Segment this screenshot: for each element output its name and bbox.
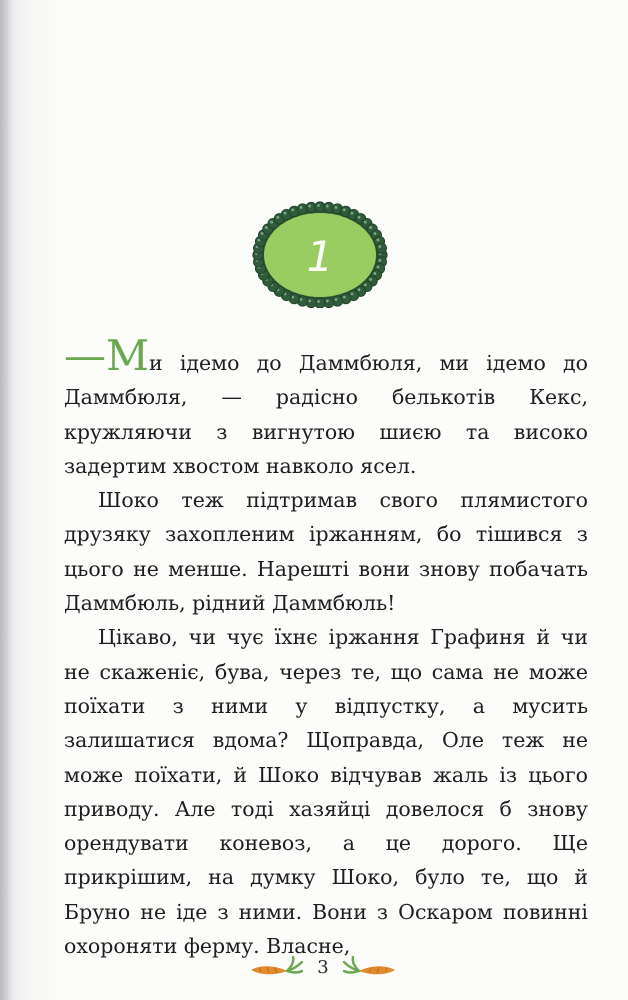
paragraph-2: Шоко теж підтримав свого плямистого друзяку захопленим іржанням, бо тішився з цього не менше. Нарешті вони знову побачать Даммбюль, рідний Даммбюль! [64,488,588,616]
paragraph-1 [64,331,588,483]
page-number: 3 [317,956,329,978]
dropcap-letter: М [106,331,150,380]
carrot-ornament-icon [247,954,305,980]
chapter-number: 1 [306,231,334,281]
paragraph-3: Цікаво, чи чує їхнє іржання Графиня й чи не скаженіє, бува, через те, що сама не може поїхати з ними у відпустку, а мусить залишатися вдома? Щоправда, Оле теж не може поїхати, й Шоко відчував жаль із цього приводу. Але тоді хазяйці довелося б знову орендувати коневоз, а це дорого. Ще прикрішим, на думку Шоко, було те, що й Бруно не іде з ними. Вони з Оскаром повинні охороняти ферму. Власне, [64,625,588,959]
paragraph-1-text: и ідемо до Даммбюля, ми ідемо до Даммбюля, — радісно белькотів Кекс, кружляючи з вигнутою шиєю та високо задертим хвостом навколо ясел. [64,351,588,478]
chapter-badge [248,200,392,308]
dropcap-dash: — [64,331,106,380]
dropcap [64,331,149,380]
chapter-text [64,331,588,963]
page-footer [228,950,418,984]
spine-shadow [0,0,14,1000]
carrot-ornament-icon [341,954,399,980]
